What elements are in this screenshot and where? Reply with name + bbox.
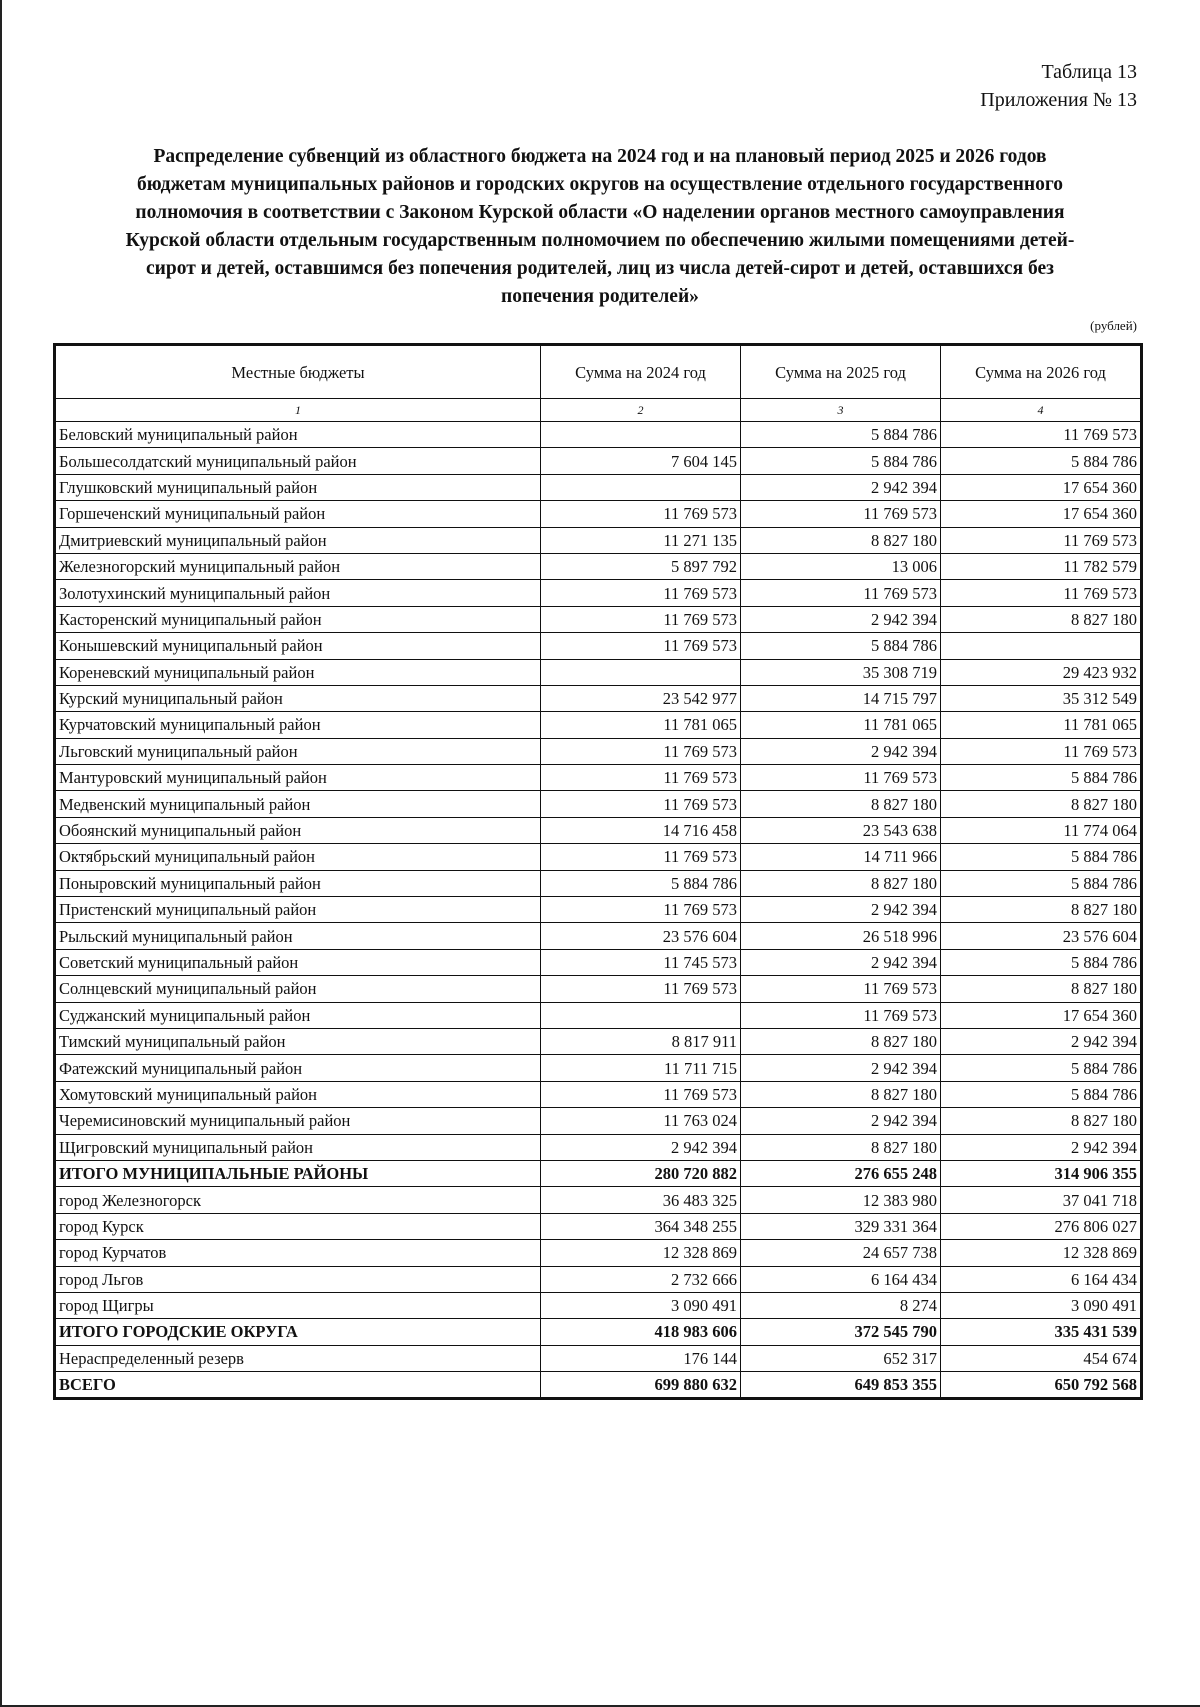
table-row	[56, 1266, 1141, 1292]
table-row	[56, 976, 1141, 1002]
table-row	[56, 633, 1141, 659]
budget-name-cell: Тимский муниципальный район	[56, 1028, 541, 1054]
value-2025-cell: 26 518 996	[741, 923, 941, 949]
value-2025-cell: 5 884 786	[741, 448, 941, 474]
title-line: попечения родителей»	[501, 286, 699, 307]
column-header-2025: Сумма на 2025 год	[741, 346, 941, 399]
budget-name-cell: Суджанский муниципальный район	[56, 1002, 541, 1028]
value-2025-cell: 2 942 394	[741, 606, 941, 632]
value-2026-cell: 314 906 355	[941, 1160, 1141, 1186]
budget-name-cell: Большесолдатский муниципальный район	[56, 448, 541, 474]
value-2024-cell: 11 271 135	[541, 527, 741, 553]
value-2024-cell: 12 328 869	[541, 1240, 741, 1266]
value-2025-cell: 8 827 180	[741, 527, 941, 553]
budget-name-cell: город Курчатов	[56, 1240, 541, 1266]
table-row	[56, 765, 1141, 791]
column-number-row	[56, 399, 1141, 422]
budget-name-cell: Хомутовский муниципальный район	[56, 1081, 541, 1107]
value-2026-cell: 29 423 932	[941, 659, 1141, 685]
column-number: 4	[941, 399, 1141, 422]
value-2025-cell: 6 164 434	[741, 1266, 941, 1292]
value-2025-cell: 11 769 573	[741, 1002, 941, 1028]
table-row	[56, 422, 1141, 448]
value-2024-cell: 5 884 786	[541, 870, 741, 896]
value-2025-cell: 649 853 355	[741, 1372, 941, 1398]
budget-name-cell: Курчатовский муниципальный район	[56, 712, 541, 738]
table-header-row	[56, 346, 1141, 399]
budget-name-cell: Железногорский муниципальный район	[56, 553, 541, 579]
value-2025-cell: 11 781 065	[741, 712, 941, 738]
budget-name-cell: город Льгов	[56, 1266, 541, 1292]
value-2024-cell: 7 604 145	[541, 448, 741, 474]
value-2025-cell: 11 769 573	[741, 580, 941, 606]
value-2026-cell: 11 774 064	[941, 817, 1141, 843]
table-row	[56, 923, 1141, 949]
budget-name-cell: Нераспределенный резерв	[56, 1345, 541, 1371]
value-2024-cell: 8 817 911	[541, 1028, 741, 1054]
table-row	[56, 553, 1141, 579]
value-2026-cell: 11 782 579	[941, 553, 1141, 579]
column-header-2026: Сумма на 2026 год	[941, 346, 1141, 399]
value-2024-cell: 418 983 606	[541, 1319, 741, 1345]
table-row	[56, 738, 1141, 764]
value-2024-cell: 11 769 573	[541, 738, 741, 764]
value-2026-cell: 5 884 786	[941, 844, 1141, 870]
budget-name-cell: Фатежский муниципальный район	[56, 1055, 541, 1081]
value-2024-cell: 11 769 573	[541, 897, 741, 923]
budget-name-cell: Золотухинский муниципальный район	[56, 580, 541, 606]
value-2025-cell: 23 543 638	[741, 817, 941, 843]
value-2026-cell: 5 884 786	[941, 870, 1141, 896]
value-2025-cell: 5 884 786	[741, 633, 941, 659]
column-number: 1	[56, 399, 541, 422]
table-row	[56, 606, 1141, 632]
value-2024-cell	[541, 422, 741, 448]
budget-name-cell: Пристенский муниципальный район	[56, 897, 541, 923]
value-2024-cell: 3 090 491	[541, 1292, 741, 1318]
table-row	[56, 501, 1141, 527]
value-2025-cell: 8 827 180	[741, 1028, 941, 1054]
value-2024-cell: 11 769 573	[541, 976, 741, 1002]
value-2025-cell: 13 006	[741, 553, 941, 579]
value-2026-cell: 5 884 786	[941, 448, 1141, 474]
budget-name-cell: Глушковский муниципальный район	[56, 474, 541, 500]
column-number: 2	[541, 399, 741, 422]
budget-name-cell: Щигровский муниципальный район	[56, 1134, 541, 1160]
value-2026-cell: 8 827 180	[941, 897, 1141, 923]
value-2025-cell: 2 942 394	[741, 949, 941, 975]
budget-name-cell: Касторенский муниципальный район	[56, 606, 541, 632]
value-2025-cell: 276 655 248	[741, 1160, 941, 1186]
value-2024-cell: 11 769 573	[541, 791, 741, 817]
value-2024-cell: 176 144	[541, 1345, 741, 1371]
table-row	[56, 870, 1141, 896]
column-number: 3	[741, 399, 941, 422]
scan-left-edge	[0, 0, 2, 1707]
value-2025-cell: 8 274	[741, 1292, 941, 1318]
table-row	[56, 817, 1141, 843]
value-2026-cell: 11 781 065	[941, 712, 1141, 738]
value-2026-cell: 5 884 786	[941, 949, 1141, 975]
table-row	[56, 1292, 1141, 1318]
value-2026-cell: 8 827 180	[941, 976, 1141, 1002]
value-2026-cell: 2 942 394	[941, 1134, 1141, 1160]
budget-name-cell: Медвенский муниципальный район	[56, 791, 541, 817]
value-2024-cell: 11 769 573	[541, 1081, 741, 1107]
value-2026-cell: 23 576 604	[941, 923, 1141, 949]
table-total-row	[56, 1372, 1141, 1398]
column-header-2024: Сумма на 2024 год	[541, 346, 741, 399]
value-2026-cell	[941, 633, 1141, 659]
value-2024-cell: 699 880 632	[541, 1372, 741, 1398]
title-line: бюджетам муниципальных районов и городских округов на осуществление отдельного государственного	[137, 174, 1063, 195]
table-row	[56, 949, 1141, 975]
value-2025-cell: 329 331 364	[741, 1213, 941, 1239]
column-header-budgets: Местные бюджеты	[56, 346, 541, 399]
value-2024-cell: 11 769 573	[541, 765, 741, 791]
title-line: Курской области отдельным государственным полномочием по обеспечению жилыми помещениями детей-	[125, 230, 1075, 251]
value-2024-cell: 280 720 882	[541, 1160, 741, 1186]
value-2026-cell: 650 792 568	[941, 1372, 1141, 1398]
table-row	[56, 844, 1141, 870]
table-row	[56, 1187, 1141, 1213]
value-2025-cell: 8 827 180	[741, 870, 941, 896]
value-2026-cell: 37 041 718	[941, 1187, 1141, 1213]
value-2024-cell: 11 745 573	[541, 949, 741, 975]
value-2025-cell: 35 308 719	[741, 659, 941, 685]
budget-name-cell: Конышевский муниципальный район	[56, 633, 541, 659]
table-row	[56, 1108, 1141, 1134]
table-row	[56, 1345, 1141, 1371]
value-2025-cell: 14 715 797	[741, 685, 941, 711]
value-2024-cell	[541, 1002, 741, 1028]
table-total-row	[56, 1319, 1141, 1345]
value-2025-cell: 8 827 180	[741, 791, 941, 817]
table-label: Таблица 13	[1041, 61, 1137, 83]
budget-name-cell: Поныровский муниципальный район	[56, 870, 541, 896]
table-row	[56, 659, 1141, 685]
value-2026-cell: 11 769 573	[941, 738, 1141, 764]
value-2026-cell: 3 090 491	[941, 1292, 1141, 1318]
title-line: сирот и детей, оставшимся без попечения родителей, лиц из числа детей-сирот и детей, оставшихся без	[146, 258, 1054, 279]
value-2026-cell: 17 654 360	[941, 1002, 1141, 1028]
table-row	[56, 712, 1141, 738]
table-total-row	[56, 1160, 1141, 1186]
table-row	[56, 527, 1141, 553]
table-row	[56, 897, 1141, 923]
budget-name-cell: Черемисиновский муниципальный район	[56, 1108, 541, 1134]
value-2024-cell: 11 769 573	[541, 580, 741, 606]
budget-name-cell: Льговский муниципальный район	[56, 738, 541, 764]
value-2024-cell: 11 769 573	[541, 844, 741, 870]
value-2026-cell: 6 164 434	[941, 1266, 1141, 1292]
budget-name-cell: город Курск	[56, 1213, 541, 1239]
value-2025-cell: 14 711 966	[741, 844, 941, 870]
value-2026-cell: 335 431 539	[941, 1319, 1141, 1345]
table-row	[56, 1134, 1141, 1160]
budget-name-cell: Советский муниципальный район	[56, 949, 541, 975]
table-row	[56, 474, 1141, 500]
budget-table	[55, 345, 1141, 1398]
budget-name-cell: Горшеченский муниципальный район	[56, 501, 541, 527]
table-row	[56, 791, 1141, 817]
table-row	[56, 1055, 1141, 1081]
title-line: Распределение субвенций из областного бюджета на 2024 год и на плановый период 2025 и 2026 годов	[153, 146, 1047, 167]
budget-name-cell: город Железногорск	[56, 1187, 541, 1213]
table-row	[56, 448, 1141, 474]
value-2025-cell: 8 827 180	[741, 1134, 941, 1160]
budget-name-cell: Беловский муниципальный район	[56, 422, 541, 448]
budget-name-cell: ИТОГО ГОРОДСКИЕ ОКРУГА	[56, 1319, 541, 1345]
value-2024-cell: 11 769 573	[541, 606, 741, 632]
value-2025-cell: 2 942 394	[741, 897, 941, 923]
value-2026-cell: 5 884 786	[941, 765, 1141, 791]
budget-name-cell: ВСЕГО	[56, 1372, 541, 1398]
value-2026-cell: 11 769 573	[941, 422, 1141, 448]
appendix-label: Приложения № 13	[980, 89, 1137, 111]
title-line: полномочия в соответствии с Законом Курской области «О наделении органов местного самоуправления	[135, 202, 1065, 223]
budget-name-cell: Октябрьский муниципальный район	[56, 844, 541, 870]
value-2024-cell: 5 897 792	[541, 553, 741, 579]
document-header	[980, 58, 1137, 114]
value-2024-cell: 11 763 024	[541, 1108, 741, 1134]
value-2025-cell: 5 884 786	[741, 422, 941, 448]
value-2026-cell: 17 654 360	[941, 501, 1141, 527]
budget-name-cell: Курский муниципальный район	[56, 685, 541, 711]
budget-name-cell: Дмитриевский муниципальный район	[56, 527, 541, 553]
value-2024-cell: 11 781 065	[541, 712, 741, 738]
budget-name-cell: Кореневский муниципальный район	[56, 659, 541, 685]
value-2026-cell: 454 674	[941, 1345, 1141, 1371]
table-row	[56, 1240, 1141, 1266]
table-row	[56, 580, 1141, 606]
value-2025-cell: 11 769 573	[741, 765, 941, 791]
budget-name-cell: Мантуровский муниципальный район	[56, 765, 541, 791]
value-2025-cell: 2 942 394	[741, 738, 941, 764]
budget-name-cell: город Щигры	[56, 1292, 541, 1318]
value-2025-cell: 11 769 573	[741, 501, 941, 527]
budget-name-cell: ИТОГО МУНИЦИПАЛЬНЫЕ РАЙОНЫ	[56, 1160, 541, 1186]
value-2024-cell: 11 769 573	[541, 501, 741, 527]
value-2025-cell: 2 942 394	[741, 474, 941, 500]
value-2026-cell: 11 769 573	[941, 580, 1141, 606]
value-2024-cell: 2 732 666	[541, 1266, 741, 1292]
value-2026-cell: 8 827 180	[941, 791, 1141, 817]
value-2024-cell: 23 542 977	[541, 685, 741, 711]
value-2026-cell: 276 806 027	[941, 1213, 1141, 1239]
value-2024-cell	[541, 474, 741, 500]
value-2025-cell: 12 383 980	[741, 1187, 941, 1213]
value-2024-cell	[541, 659, 741, 685]
table-row	[56, 1028, 1141, 1054]
value-2026-cell: 35 312 549	[941, 685, 1141, 711]
value-2025-cell: 8 827 180	[741, 1081, 941, 1107]
budget-name-cell: Обоянский муниципальный район	[56, 817, 541, 843]
value-2024-cell: 11 711 715	[541, 1055, 741, 1081]
value-2026-cell: 5 884 786	[941, 1055, 1141, 1081]
budget-name-cell: Рыльский муниципальный район	[56, 923, 541, 949]
value-2025-cell: 652 317	[741, 1345, 941, 1371]
budget-name-cell: Солнцевский муниципальный район	[56, 976, 541, 1002]
value-2024-cell: 11 769 573	[541, 633, 741, 659]
value-2026-cell: 8 827 180	[941, 606, 1141, 632]
value-2026-cell: 11 769 573	[941, 527, 1141, 553]
value-2024-cell: 36 483 325	[541, 1187, 741, 1213]
value-2025-cell: 11 769 573	[741, 976, 941, 1002]
value-2024-cell: 364 348 255	[541, 1213, 741, 1239]
value-2025-cell: 2 942 394	[741, 1108, 941, 1134]
document-title	[50, 143, 1150, 311]
value-2026-cell: 5 884 786	[941, 1081, 1141, 1107]
value-2026-cell: 12 328 869	[941, 1240, 1141, 1266]
units-label: (рублей)	[1090, 318, 1137, 333]
table-row	[56, 1081, 1141, 1107]
table-body	[56, 422, 1141, 1398]
value-2025-cell: 2 942 394	[741, 1055, 941, 1081]
value-2026-cell: 17 654 360	[941, 474, 1141, 500]
table-row	[56, 1213, 1141, 1239]
value-2025-cell: 24 657 738	[741, 1240, 941, 1266]
value-2025-cell: 372 545 790	[741, 1319, 941, 1345]
value-2026-cell: 8 827 180	[941, 1108, 1141, 1134]
value-2024-cell: 14 716 458	[541, 817, 741, 843]
value-2024-cell: 2 942 394	[541, 1134, 741, 1160]
value-2024-cell: 23 576 604	[541, 923, 741, 949]
value-2026-cell: 2 942 394	[941, 1028, 1141, 1054]
table-row	[56, 1002, 1141, 1028]
table-row	[56, 685, 1141, 711]
